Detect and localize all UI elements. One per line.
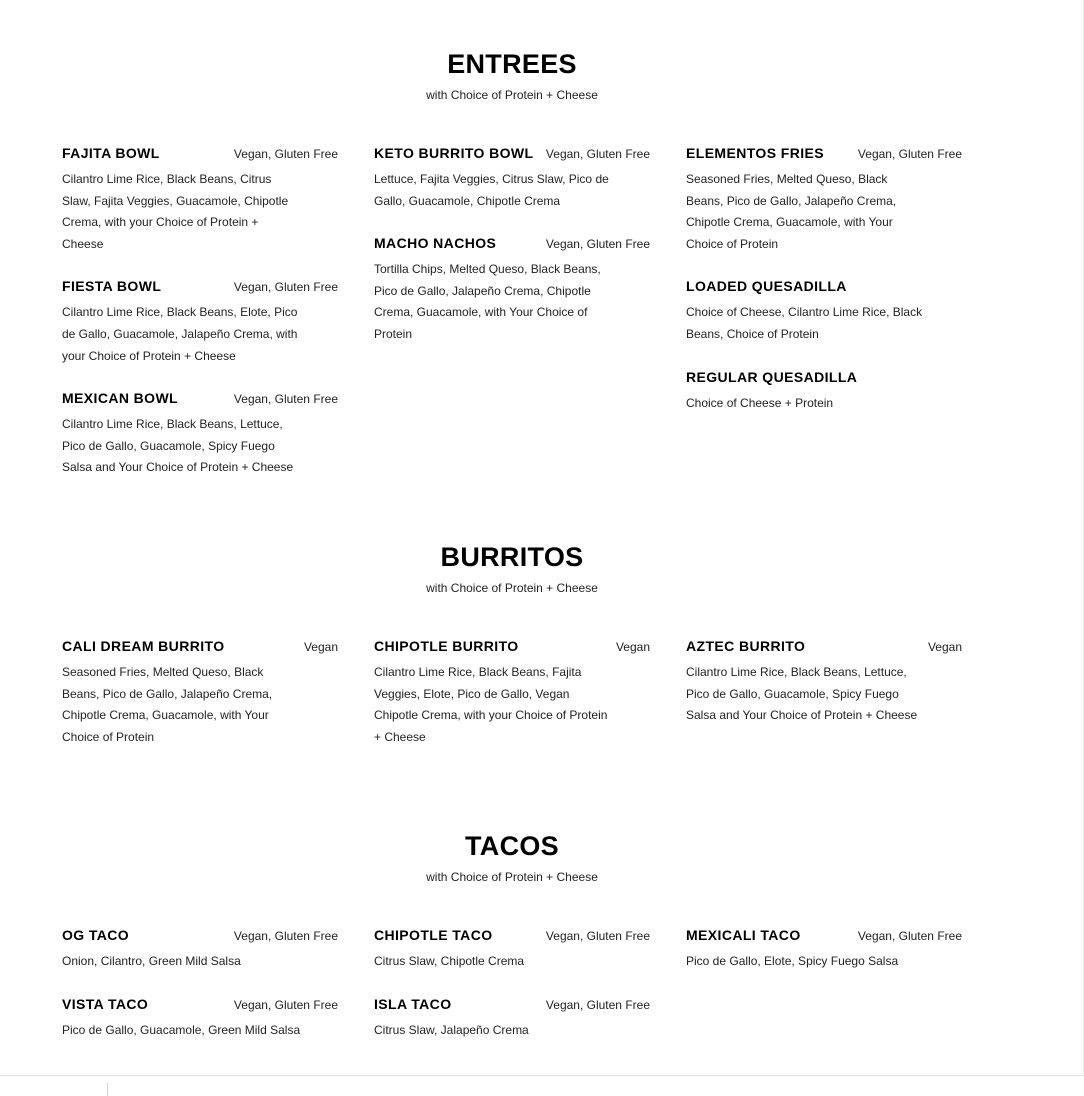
menu-grid xyxy=(62,638,1024,744)
section-title: BURRITOS xyxy=(440,542,584,572)
menu-item-chipotle-burrito xyxy=(374,638,664,748)
item-description: Onion, Cilantro, Green Mild Salsa xyxy=(62,954,241,968)
menu-column xyxy=(62,145,352,502)
menu-column xyxy=(686,638,976,750)
item-diet-tags: Vegan, Gluten Free xyxy=(545,147,650,161)
item-name: LOADED QUESADILLA xyxy=(686,278,847,295)
menu-item-keto-burrito-bowl xyxy=(374,145,664,212)
item-diet-tags: Vegan, Gluten Free xyxy=(233,392,338,407)
item-description: Cilantro Lime Rice, Black Beans, Lettuce, Pico de Gallo, Guacamole, Spicy Fuego Salsa and Your Choice of Protein + Cheese xyxy=(62,417,294,475)
item-diet-tags: Vegan xyxy=(927,640,962,654)
item-description: Choice of Cheese, Cilantro Lime Rice, Black Beans, Choice of Protein xyxy=(686,305,923,341)
menu-column xyxy=(686,145,976,437)
item-name: CHIPOTLE TACO xyxy=(374,927,493,943)
item-description: Citrus Slaw, Jalapeño Crema xyxy=(374,1022,529,1037)
item-description: Cilantro Lime Rice, Black Beans, Fajita Veggies, Elote, Pico de Gallo, Vegan Chipotle Crema, with your Choice of Protein + Cheese xyxy=(374,665,608,744)
item-name: MEXICAN BOWL xyxy=(62,390,179,407)
item-diet-tags: Vegan, Gluten Free xyxy=(233,997,338,1012)
menu-item-regular-quesadilla xyxy=(686,369,976,415)
menu-item-fajita-bowl xyxy=(62,145,352,255)
item-name: REGULAR QUESADILLA xyxy=(686,368,858,385)
item-diet-tags: Vegan, Gluten Free xyxy=(545,237,650,252)
menu-item-mexicali-taco xyxy=(686,927,976,973)
item-name: AZTEC BURRITO xyxy=(686,638,806,654)
item-description: Cilantro Lime Rice, Black Beans, Lettuce, Pico de Gallo, Guacamole, Spicy Fuego Salsa and Your Choice of Protein + Cheese xyxy=(686,665,918,723)
item-description: Pico de Gallo, Elote, Spicy Fuego Salsa xyxy=(686,954,899,968)
menu-column xyxy=(374,927,664,1064)
item-diet-tags: Vegan xyxy=(615,640,650,654)
section-tacos xyxy=(0,830,1024,1037)
section-subtitle: with Choice of Protein + Cheese xyxy=(426,581,598,595)
item-name: MACHO NACHOS xyxy=(374,235,497,252)
menu-item-elementos-fries xyxy=(686,145,976,255)
item-diet-tags: Vegan, Gluten Free xyxy=(545,997,650,1012)
item-description: Pico de Gallo, Guacamole, Green Mild Salsa xyxy=(62,1022,301,1037)
footer-divider xyxy=(0,1075,1084,1076)
menu-item-chipotle-taco xyxy=(374,927,664,973)
menu-item-cali-dream-burrito xyxy=(62,638,352,748)
item-diet-tags: Vegan xyxy=(303,640,338,654)
item-description: Citrus Slaw, Chipotle Crema xyxy=(374,954,525,968)
item-name: FIESTA BOWL xyxy=(62,278,162,295)
section-subtitle: with Choice of Protein + Cheese xyxy=(426,870,598,884)
item-name: CALI DREAM BURRITO xyxy=(62,638,225,654)
menu-item-vista-taco xyxy=(62,996,352,1042)
menu-grid xyxy=(62,145,1024,475)
menu-column xyxy=(686,927,976,996)
menu-item-mexican-bowl xyxy=(62,390,352,479)
item-description: Choice of Cheese + Protein xyxy=(686,395,834,410)
item-name: KETO BURRITO BOWL xyxy=(374,145,534,161)
item-name: FAJITA BOWL xyxy=(62,145,160,161)
item-diet-tags: Vegan, Gluten Free xyxy=(233,147,338,161)
item-diet-tags: Vegan, Gluten Free xyxy=(857,147,962,161)
menu-item-loaded-quesadilla xyxy=(686,278,976,345)
menu-item-isla-taco xyxy=(374,996,664,1042)
menu-item-aztec-burrito xyxy=(686,638,976,727)
item-name: ISLA TACO xyxy=(374,995,452,1012)
menu-item-fiesta-bowl xyxy=(62,278,352,367)
menu-grid xyxy=(62,927,1024,1037)
item-name: VISTA TACO xyxy=(62,995,149,1012)
item-diet-tags: Vegan, Gluten Free xyxy=(545,929,650,943)
item-diet-tags: Vegan, Gluten Free xyxy=(233,280,338,295)
menu-column xyxy=(62,638,352,771)
section-entrees xyxy=(0,48,1024,475)
item-name: ELEMENTOS FRIES xyxy=(686,145,824,161)
section-subtitle: with Choice of Protein + Cheese xyxy=(426,88,598,102)
menu-column xyxy=(374,145,664,369)
item-diet-tags: Vegan, Gluten Free xyxy=(233,929,338,943)
section-title: TACOS xyxy=(465,831,559,861)
menu-item-macho-nachos xyxy=(374,235,664,345)
menu-column xyxy=(374,638,664,771)
menu-item-og-taco xyxy=(62,927,352,973)
menu-column xyxy=(62,927,352,1064)
footer-tick-divider xyxy=(107,1083,108,1096)
item-description: Seasoned Fries, Melted Queso, Black Beans, Pico de Gallo, Jalapeño Crema, Chipotle Crema, Guacamole, with Your Choice of Protein xyxy=(62,665,273,744)
item-description: Lettuce, Fajita Veggies, Citrus Slaw, Pico de Gallo, Guacamole, Chipotle Crema xyxy=(374,172,609,208)
item-name: OG TACO xyxy=(62,927,130,943)
item-description: Seasoned Fries, Melted Queso, Black Beans, Pico de Gallo, Jalapeño Crema, Chipotle Crema, Guacamole, with Your Choice of Protein xyxy=(686,172,897,251)
item-diet-tags: Vegan, Gluten Free xyxy=(857,929,962,943)
item-description: Cilantro Lime Rice, Black Beans, Citrus Slaw, Fajita Veggies, Guacamole, Chipotle Crema, with your Choice of Protein + Cheese xyxy=(62,172,289,251)
section-burritos xyxy=(0,541,1024,744)
section-title: ENTREES xyxy=(447,49,577,79)
item-description: Cilantro Lime Rice, Black Beans, Elote, Pico de Gallo, Guacamole, Jalapeño Crema, with your Choice of Protein + Cheese xyxy=(62,305,298,363)
item-name: MEXICALI TACO xyxy=(686,927,801,943)
item-name: CHIPOTLE BURRITO xyxy=(374,638,519,654)
item-description: Tortilla Chips, Melted Queso, Black Beans, Pico de Gallo, Jalapeño Crema, Chipotle Crema, Guacamole, with Your Choice of Protein xyxy=(374,262,601,341)
